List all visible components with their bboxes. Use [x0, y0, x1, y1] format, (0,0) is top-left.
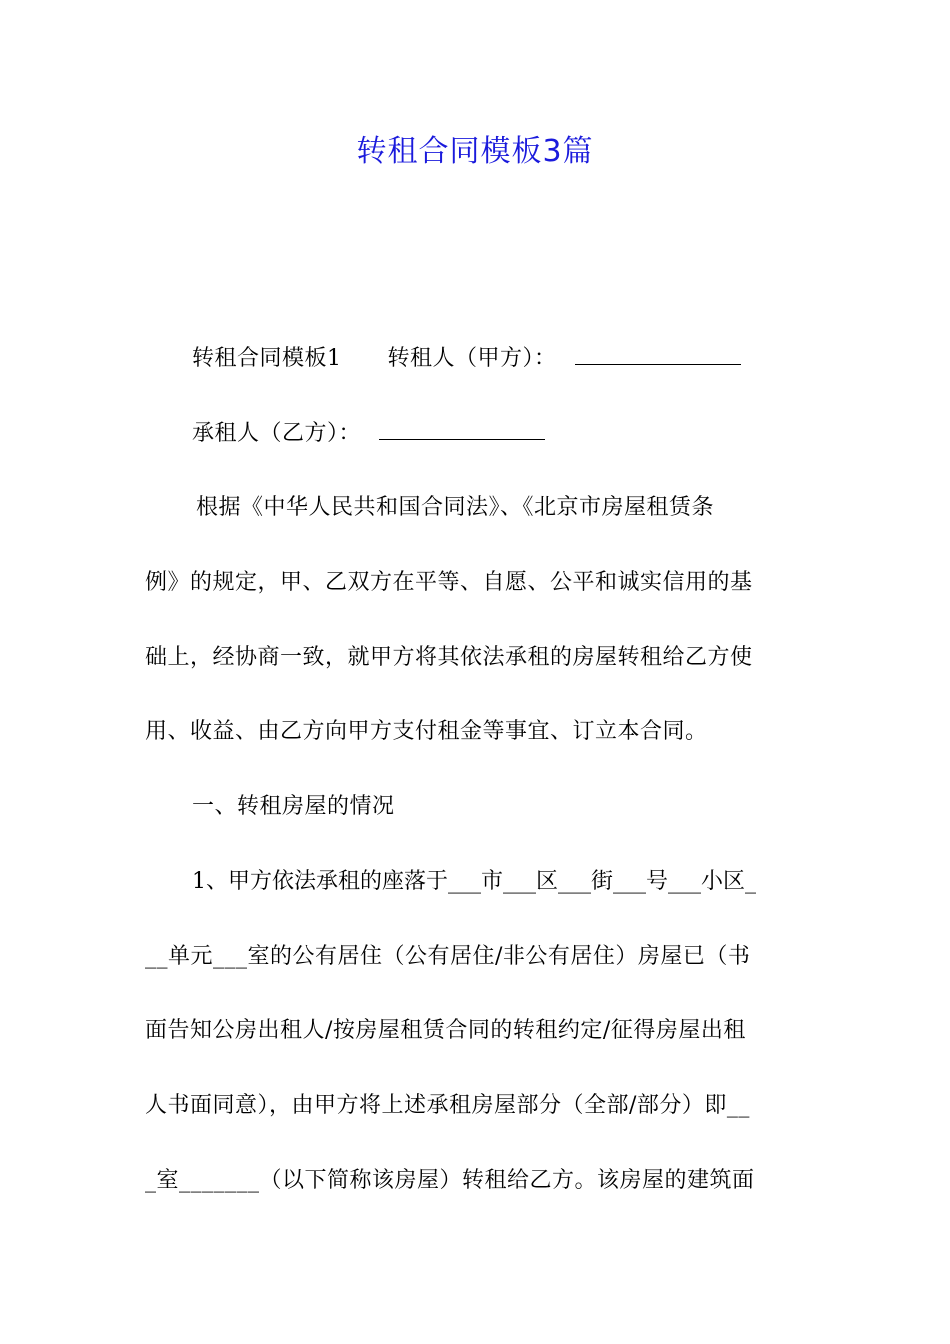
template-label: 转租合同模板1: [192, 346, 342, 371]
intro-line-1: 根据《中华人民共和国合同法》、《北京市房屋租赁条: [196, 495, 715, 520]
document-title: 转租合同模板3篇: [356, 134, 594, 169]
header-line-1: [192, 339, 857, 379]
clause-1-line-5: _室_______（以下简称该房屋）转租给乙方。该房屋的建筑面: [145, 1168, 755, 1193]
intro-line-4: 用、收益、由乙方向甲方支付租金等事宜、订立本合同。: [145, 719, 708, 744]
clause-1-line-2: __单元___室的公有居住（公有居住/非公有居住）房屋已（书: [145, 944, 751, 969]
intro-line-2: 例》的规定，甲、乙双方在平等、自愿、公平和诚实信用的基: [145, 570, 753, 595]
clause-1-line-3: 面告知公房出租人/按房屋租赁合同的转租约定/征得房屋出租: [145, 1018, 746, 1043]
lessor-label: 转租人（甲方）：: [387, 346, 557, 371]
header-line-2: [192, 414, 857, 454]
lessor-blank: [575, 342, 741, 365]
section-1-heading: 一、转租房屋的情况: [192, 794, 395, 819]
intro-line-3: 础上，经协商一致，就甲方将其依法承租的房屋转租给乙方使: [145, 645, 753, 670]
clause-1-line-4: 人书面同意），由甲方将上述承租房屋部分（全部/部分）即__: [145, 1093, 750, 1118]
lessee-blank: [379, 417, 545, 440]
clause-1-line-1: 1、甲方依法承租的座落于___市___区___街___号___小区_: [192, 869, 756, 894]
lessee-label: 承租人（乙方）：: [192, 421, 362, 446]
